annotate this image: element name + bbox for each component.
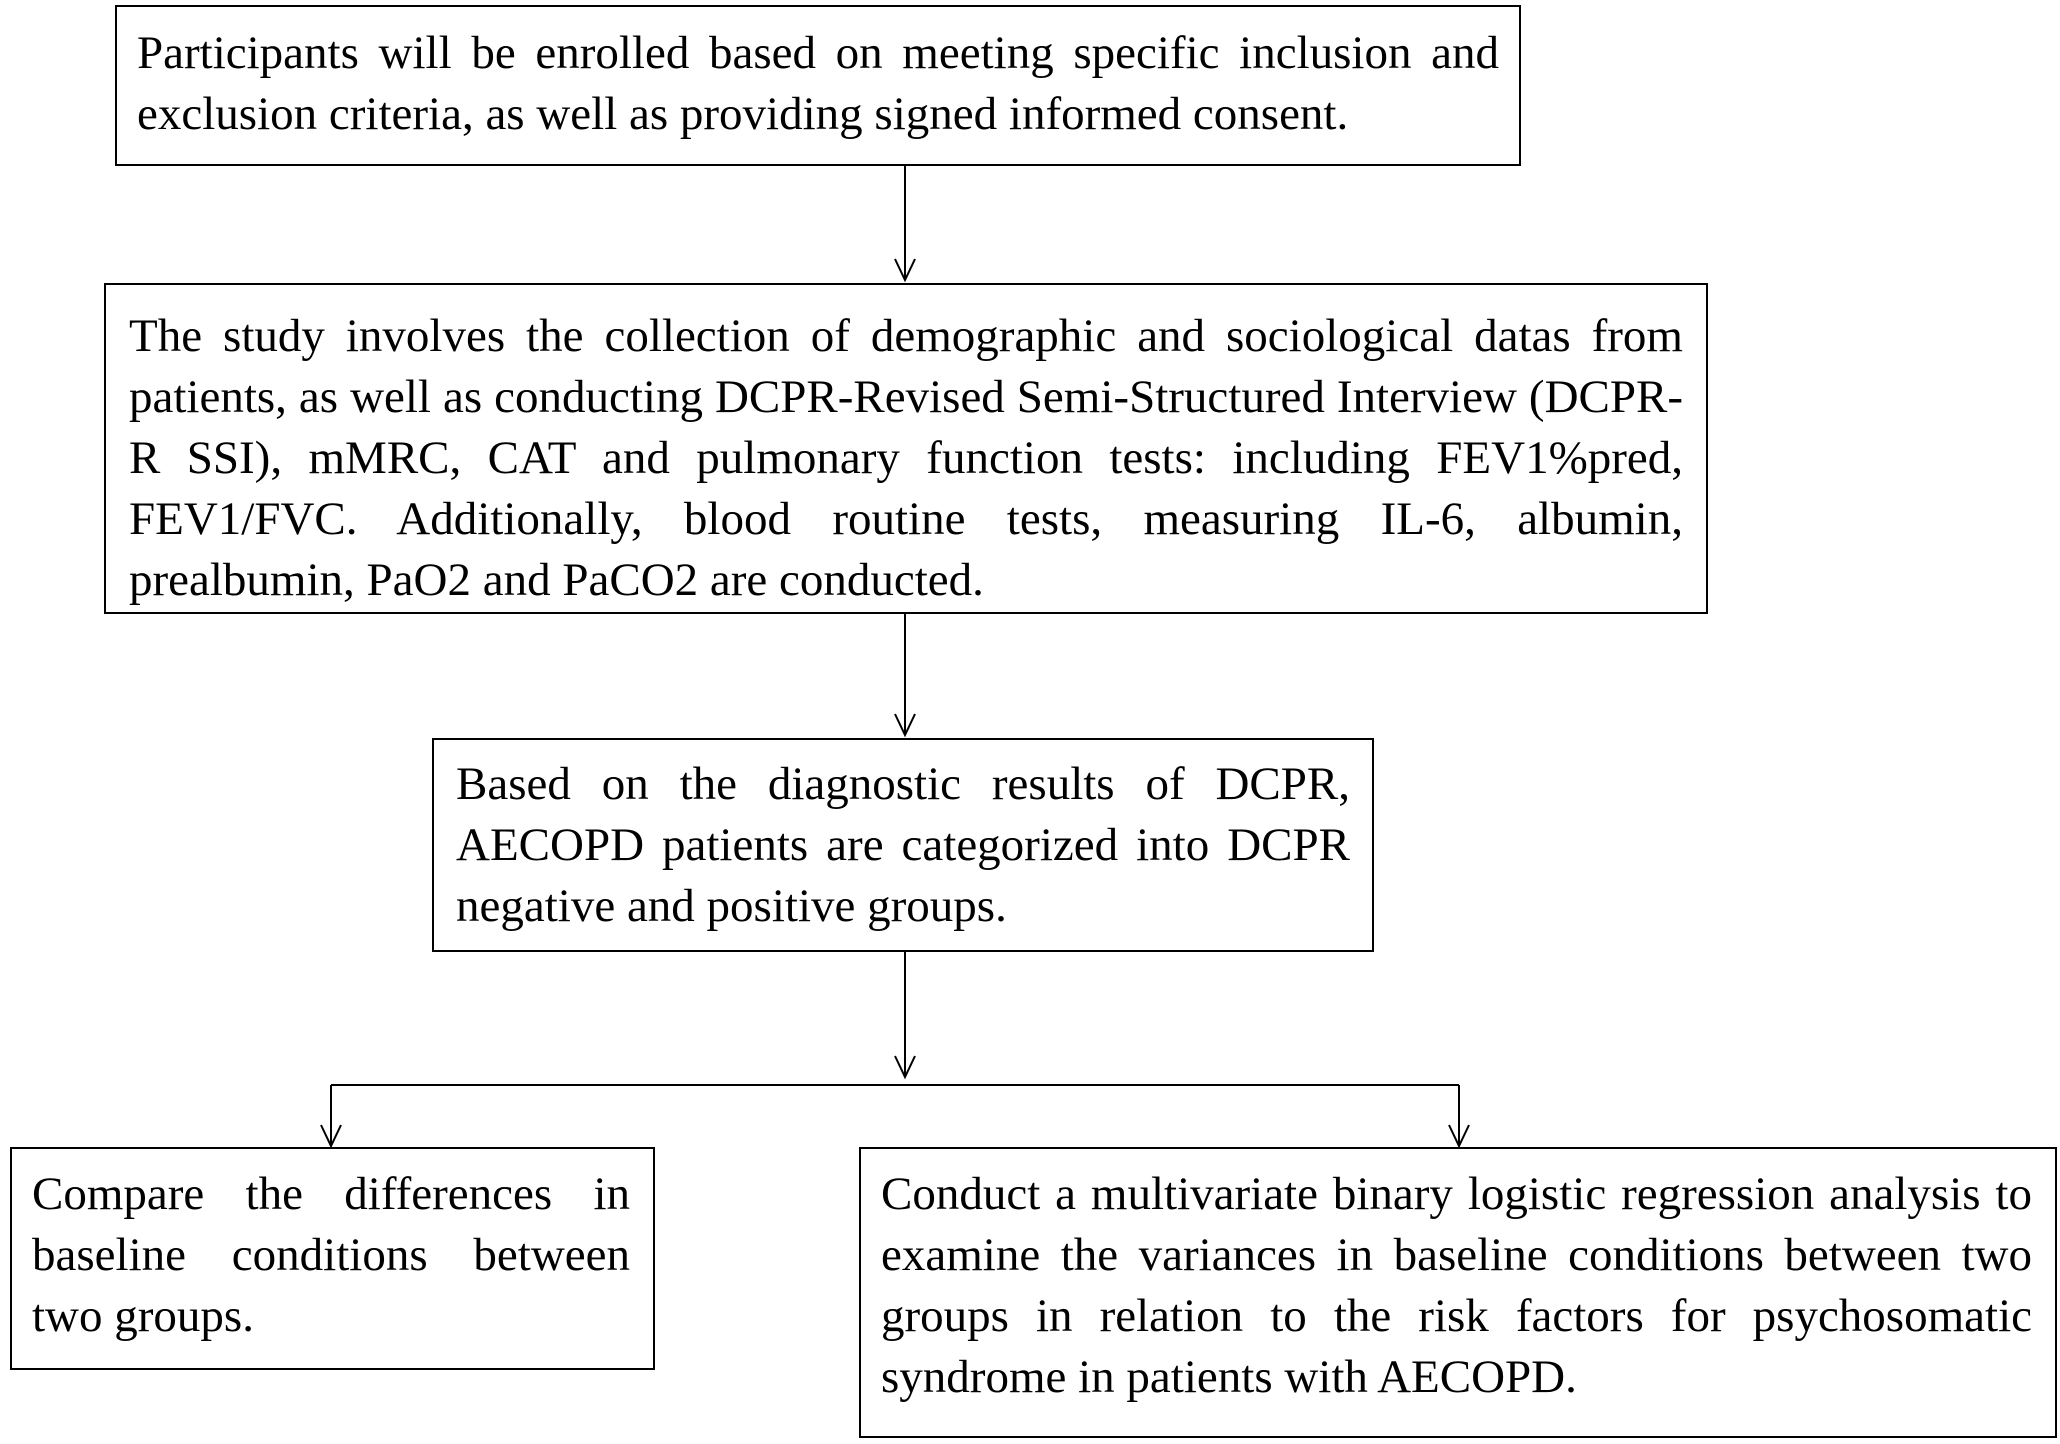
step-enrollment-box [115,5,1521,166]
step-comparison-box [10,1147,655,1370]
step-enrollment-text: Participants will be enrolled based on meeting specific inclusion and exclusion criteria, as well as providing signed informed consent. [137,27,1499,140]
step-grouping-box [432,738,1374,952]
step-regression-box [859,1147,2057,1438]
step-comparison-text: Compare the differences in baseline conditions between two groups. [32,1168,630,1342]
step-data-collection-text: The study involves the collection of demographic and sociological datas from patients, as well as conducting DCPR-Revised Semi-Structured Interview (DCPR-R SSI), mMRC, CAT and pulmonary function tests: including FEV1%pred, FEV1/FVC. Additionally, blood routine tests, measuring IL-6, albumin, prealbumin, PaO2 and PaCO2 are conducted. [129,310,1683,606]
step-grouping-text: Based on the diagnostic results of DCPR, AECOPD patients are categorized into DCPR negative and positive groups. [456,758,1350,932]
step-regression-text: Conduct a multivariate binary logistic regression analysis to examine the variances in baseline conditions between two groups in relation to the risk factors for psychosomatic syndrome in patients with AECOPD. [881,1168,2032,1403]
step-data-collection-box [104,283,1708,614]
